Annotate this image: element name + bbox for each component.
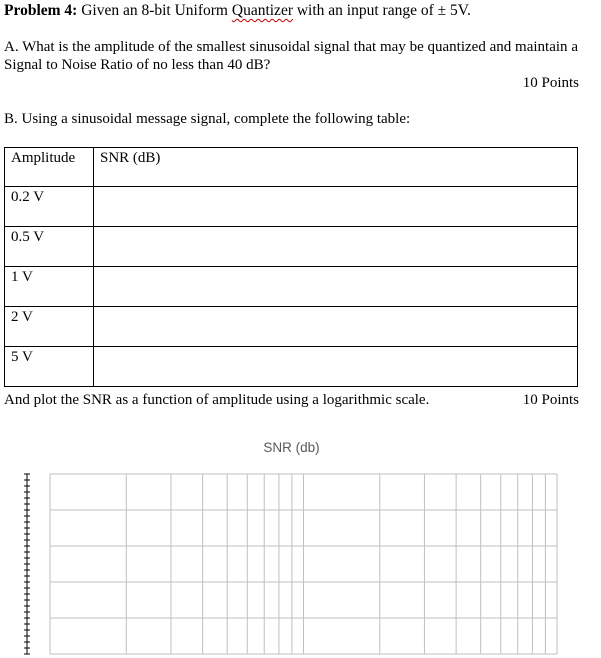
plot-points: 10 Points (522, 392, 579, 408)
amplitude-cell: 2 V (5, 307, 94, 347)
snr-table (4, 147, 578, 387)
plot-instruction: And plot the SNR as a function of amplitude using a logarithmic scale. (4, 392, 430, 408)
column-header-snr: SNR (dB) (94, 148, 578, 187)
part-a-question: A. What is the amplitude of the smallest sinusoidal signal that may be quantized and maintain a Signal to Noise Ratio of no less than 40 dB? (4, 39, 578, 73)
snr-cell[interactable] (94, 267, 578, 307)
snr-cell[interactable] (94, 347, 578, 387)
table-row (5, 307, 578, 347)
table-row (5, 187, 578, 227)
part-b-instruction: B. Using a sinusoidal message signal, complete the following table: (4, 111, 411, 127)
amplitude-cell: 0.5 V (5, 227, 94, 267)
log-grid-chart (0, 470, 601, 658)
chart-title: SNR (db) (263, 440, 320, 455)
problem-text-after: with an input range of ± 5V. (292, 2, 471, 19)
part-a-points: 10 Points (522, 75, 579, 91)
problem-label: Problem 4: (4, 2, 78, 19)
table-row (5, 227, 578, 267)
snr-cell[interactable] (94, 187, 578, 227)
table-row (5, 267, 578, 307)
amplitude-cell: 5 V (5, 347, 94, 387)
problem-heading (4, 2, 471, 20)
column-header-amplitude: Amplitude (5, 148, 94, 187)
snr-cell[interactable] (94, 227, 578, 267)
table-header-row (5, 148, 578, 187)
problem-text-before: Given an 8-bit Uniform (81, 2, 232, 19)
amplitude-cell: 1 V (5, 267, 94, 307)
amplitude-cell: 0.2 V (5, 187, 94, 227)
snr-cell[interactable] (94, 307, 578, 347)
spellcheck-word: Quantizer (231, 2, 293, 19)
table-row (5, 347, 578, 387)
